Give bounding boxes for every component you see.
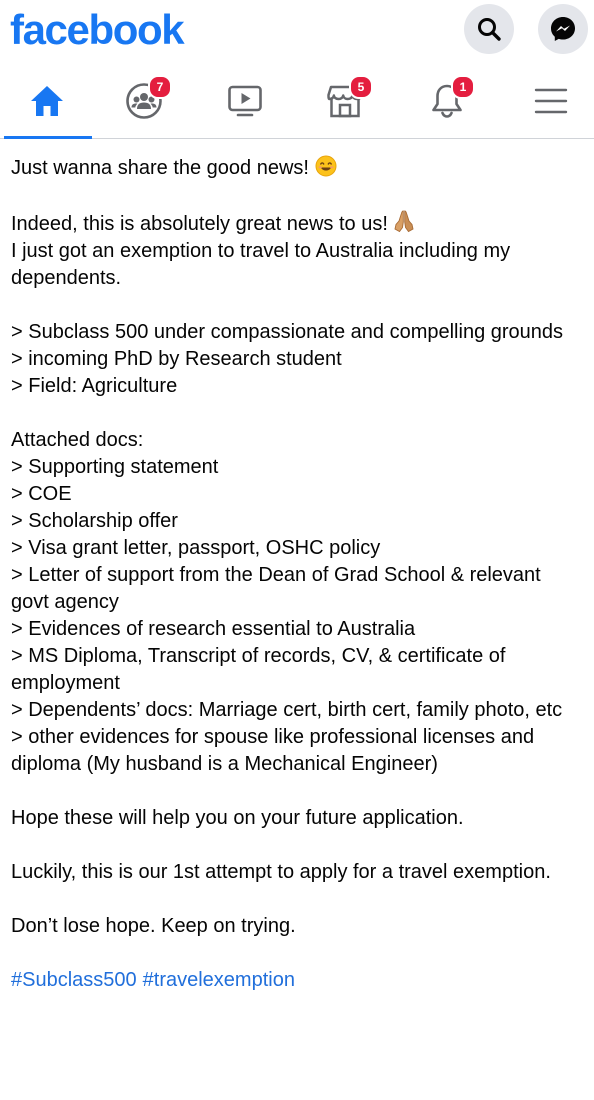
notifications-badge: 1 <box>451 75 475 99</box>
post-body <box>0 139 594 994</box>
search-icon <box>476 16 502 42</box>
doc-item: > Evidences of research essential to Australia <box>11 618 416 640</box>
search-button[interactable] <box>464 4 514 54</box>
post-hashtags <box>11 967 583 994</box>
marketplace-badge: 5 <box>349 75 373 99</box>
doc-item: > Supporting statement <box>11 456 219 478</box>
detail-item: > Field: Agriculture <box>11 375 178 397</box>
tab-groups[interactable] <box>99 64 189 138</box>
doc-item: > other evidences for spouse like professional licenses and diploma (My husband is a Mechanical Engineer) <box>11 726 540 775</box>
detail-item: > incoming PhD by Research student <box>11 348 342 370</box>
doc-item: > COE <box>11 483 72 505</box>
post-paragraph-dont-lose-hope: Don’t lose hope. Keep on trying. <box>11 915 296 937</box>
post-indeed-text: Indeed, this is absolutely great news to us! <box>11 213 388 235</box>
post-paragraph-luckily: Luckily, this is our 1st attempt to apply for a travel exemption. <box>11 861 551 883</box>
doc-item: > Letter of support from the Dean of Grad School & relevant govt agency <box>11 564 547 613</box>
hashtag-link[interactable]: #travelexemption <box>142 969 295 991</box>
post-paragraph-docs <box>11 427 583 778</box>
groups-badge: 7 <box>148 75 172 99</box>
tab-home[interactable] <box>2 64 92 138</box>
tab-marketplace[interactable] <box>300 64 390 138</box>
doc-item: > Scholarship offer <box>11 510 178 532</box>
home-icon <box>29 84 65 118</box>
menu-icon <box>534 86 568 116</box>
tab-menu[interactable] <box>506 64 594 138</box>
messenger-button[interactable] <box>538 4 588 54</box>
smiling-face-emoji <box>315 155 337 177</box>
facebook-logo[interactable]: facebook <box>10 6 184 53</box>
hashtag-link[interactable]: #Subclass500 <box>11 969 137 991</box>
doc-item: > MS Diploma, Transcript of records, CV, & certificate of employment <box>11 645 512 694</box>
watch-icon <box>227 84 263 118</box>
messenger-icon <box>549 15 577 43</box>
post-paragraph-details <box>11 319 583 400</box>
post-paragraph-news <box>11 209 583 292</box>
tab-notifications[interactable] <box>402 64 492 138</box>
tab-watch[interactable] <box>200 64 290 138</box>
top-bar <box>0 0 594 64</box>
detail-item: > Subclass 500 under compassionate and compelling grounds <box>11 321 564 343</box>
post-paragraph-hope: Hope these will help you on your future application. <box>11 807 464 829</box>
active-tab-indicator <box>4 136 92 139</box>
praying-hands-emoji <box>393 209 415 233</box>
post-paragraph-intro <box>11 155 583 182</box>
docs-heading: Attached docs: <box>11 429 144 451</box>
doc-item: > Visa grant letter, passport, OSHC policy <box>11 537 381 559</box>
tab-bar <box>0 64 594 139</box>
post-exemption-text: I just got an exemption to travel to Australia including my dependents. <box>11 240 516 289</box>
post-intro-text: Just wanna share the good news! <box>11 157 309 179</box>
doc-item: > Dependents’ docs: Marriage cert, birth cert, family photo, etc <box>11 699 563 721</box>
